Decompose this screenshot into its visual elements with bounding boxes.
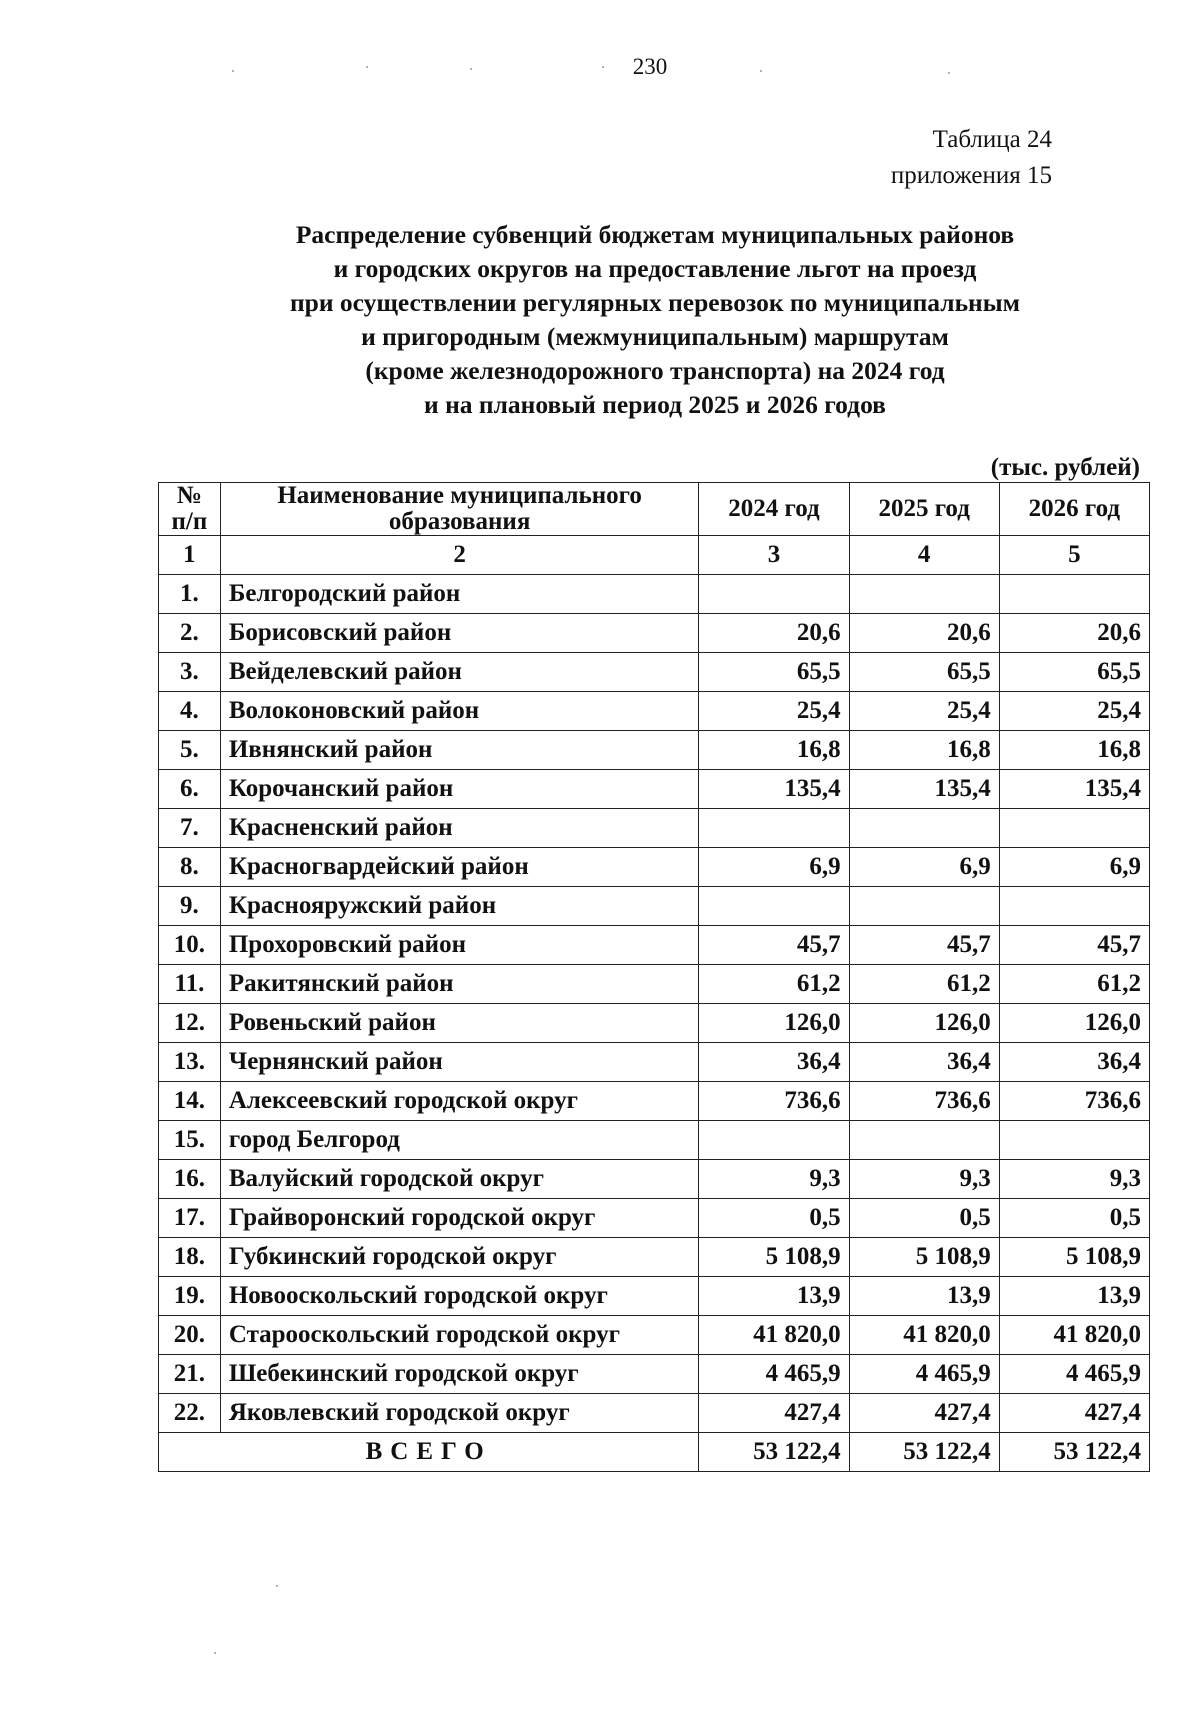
scan-speck bbox=[214, 1652, 216, 1654]
table-row bbox=[159, 926, 1150, 965]
row-municipality-name: Старооскольский городской округ bbox=[220, 1316, 699, 1355]
table-row bbox=[159, 1277, 1150, 1316]
row-value-2026: 13,9 bbox=[999, 1277, 1149, 1316]
row-value-2024: 20,6 bbox=[699, 614, 849, 653]
row-municipality-name: Алексеевский городской округ bbox=[220, 1082, 699, 1121]
row-number: 14. bbox=[159, 1082, 221, 1121]
row-value-2024 bbox=[699, 1121, 849, 1160]
row-number: 13. bbox=[159, 1043, 221, 1082]
total-row bbox=[159, 1433, 1150, 1472]
header-row bbox=[159, 483, 1150, 536]
row-value-2025: 61,2 bbox=[849, 965, 999, 1004]
row-value-2025 bbox=[849, 887, 999, 926]
row-value-2025: 45,7 bbox=[849, 926, 999, 965]
row-municipality-name: Ивнянский район bbox=[220, 731, 699, 770]
table-row bbox=[159, 1121, 1150, 1160]
row-value-2026: 0,5 bbox=[999, 1199, 1149, 1238]
row-value-2024 bbox=[699, 887, 849, 926]
row-municipality-name: Корочанский район bbox=[220, 770, 699, 809]
row-value-2024 bbox=[699, 809, 849, 848]
row-value-2025: 427,4 bbox=[849, 1394, 999, 1433]
table-row bbox=[159, 887, 1150, 926]
row-value-2026: 45,7 bbox=[999, 926, 1149, 965]
row-municipality-name: Краснояружский район bbox=[220, 887, 699, 926]
row-value-2025: 135,4 bbox=[849, 770, 999, 809]
row-value-2024: 13,9 bbox=[699, 1277, 849, 1316]
row-number: 11. bbox=[159, 965, 221, 1004]
row-value-2024: 65,5 bbox=[699, 653, 849, 692]
row-value-2026: 36,4 bbox=[999, 1043, 1149, 1082]
table-row bbox=[159, 965, 1150, 1004]
row-value-2025: 20,6 bbox=[849, 614, 999, 653]
scan-speck bbox=[232, 70, 234, 72]
page-number: 230 bbox=[632, 54, 668, 79]
units-label: (тыс. рублей) bbox=[990, 454, 1140, 481]
row-value-2024: 6,9 bbox=[699, 848, 849, 887]
row-value-2026 bbox=[999, 887, 1149, 926]
table-row bbox=[159, 1199, 1150, 1238]
table-row bbox=[159, 1238, 1150, 1277]
row-value-2026: 65,5 bbox=[999, 653, 1149, 692]
row-value-2024 bbox=[699, 575, 849, 614]
table-caption bbox=[891, 122, 1052, 194]
row-value-2026: 20,6 bbox=[999, 614, 1149, 653]
row-value-2026 bbox=[999, 809, 1149, 848]
column-number: 1 bbox=[159, 536, 221, 575]
scan-speck bbox=[470, 68, 472, 70]
column-number: 4 bbox=[849, 536, 999, 575]
row-value-2025: 65,5 bbox=[849, 653, 999, 692]
row-value-2024: 135,4 bbox=[699, 770, 849, 809]
row-municipality-name: Грайворонский городской округ bbox=[220, 1199, 699, 1238]
row-number: 2. bbox=[159, 614, 221, 653]
row-number: 1. bbox=[159, 575, 221, 614]
total-2026: 53 122,4 bbox=[999, 1433, 1149, 1472]
row-value-2025: 126,0 bbox=[849, 1004, 999, 1043]
row-value-2026: 16,8 bbox=[999, 731, 1149, 770]
table-row bbox=[159, 1394, 1150, 1433]
column-number: 2 bbox=[220, 536, 699, 575]
table-row bbox=[159, 1004, 1150, 1043]
total-label: ВСЕГО bbox=[159, 1433, 699, 1472]
row-number: 10. bbox=[159, 926, 221, 965]
header-2025: 2025 год bbox=[849, 483, 999, 536]
title-line: и на плановый период 2025 и 2026 годов bbox=[424, 390, 886, 419]
row-value-2024: 45,7 bbox=[699, 926, 849, 965]
header-number-sign: № bbox=[176, 482, 202, 509]
row-value-2025: 736,6 bbox=[849, 1082, 999, 1121]
row-municipality-name: Валуйский городской округ bbox=[220, 1160, 699, 1199]
row-municipality-name: Шебекинский городской округ bbox=[220, 1355, 699, 1394]
header-number-abbr: п/п bbox=[171, 508, 208, 535]
column-number: 5 bbox=[999, 536, 1149, 575]
column-number-row bbox=[159, 536, 1150, 575]
header-name-line-2: образования bbox=[388, 508, 531, 535]
header-2024: 2024 год bbox=[699, 483, 849, 536]
title-line: (кроме железнодорожного транспорта) на 2024 год bbox=[365, 356, 945, 385]
subsidy-table bbox=[158, 482, 1150, 1472]
row-number: 15. bbox=[159, 1121, 221, 1160]
title-line: при осуществлении регулярных перевозок по муниципальным bbox=[289, 288, 1021, 317]
row-value-2024: 427,4 bbox=[699, 1394, 849, 1433]
row-value-2024: 736,6 bbox=[699, 1082, 849, 1121]
row-value-2025: 9,3 bbox=[849, 1160, 999, 1199]
caption-line-1: Таблица 24 bbox=[932, 126, 1052, 153]
row-value-2025: 25,4 bbox=[849, 692, 999, 731]
row-municipality-name: Яковлевский городской округ bbox=[220, 1394, 699, 1433]
header-number bbox=[159, 483, 221, 536]
row-number: 17. bbox=[159, 1199, 221, 1238]
table-row bbox=[159, 848, 1150, 887]
row-value-2026: 4 465,9 bbox=[999, 1355, 1149, 1394]
scan-speck bbox=[602, 66, 604, 68]
header-2026: 2026 год bbox=[999, 483, 1149, 536]
row-value-2024: 0,5 bbox=[699, 1199, 849, 1238]
table-row bbox=[159, 614, 1150, 653]
row-municipality-name: Белгородский район bbox=[220, 575, 699, 614]
table-row bbox=[159, 692, 1150, 731]
row-number: 7. bbox=[159, 809, 221, 848]
row-municipality-name: Чернянский район bbox=[220, 1043, 699, 1082]
row-value-2024: 9,3 bbox=[699, 1160, 849, 1199]
row-value-2024: 61,2 bbox=[699, 965, 849, 1004]
row-value-2024: 25,4 bbox=[699, 692, 849, 731]
table-row bbox=[159, 1043, 1150, 1082]
row-value-2026: 9,3 bbox=[999, 1160, 1149, 1199]
row-value-2024: 41 820,0 bbox=[699, 1316, 849, 1355]
row-value-2025: 16,8 bbox=[849, 731, 999, 770]
row-value-2024: 4 465,9 bbox=[699, 1355, 849, 1394]
row-municipality-name: Новооскольский городской округ bbox=[220, 1277, 699, 1316]
total-2024: 53 122,4 bbox=[699, 1433, 849, 1472]
table-row bbox=[159, 809, 1150, 848]
table-row bbox=[159, 575, 1150, 614]
row-value-2026 bbox=[999, 575, 1149, 614]
row-number: 3. bbox=[159, 653, 221, 692]
row-value-2025: 5 108,9 bbox=[849, 1238, 999, 1277]
row-value-2026 bbox=[999, 1121, 1149, 1160]
row-value-2026: 736,6 bbox=[999, 1082, 1149, 1121]
scan-speck bbox=[276, 1585, 278, 1587]
row-value-2026: 427,4 bbox=[999, 1394, 1149, 1433]
scan-speck bbox=[760, 70, 762, 72]
row-municipality-name: Волоконовский район bbox=[220, 692, 699, 731]
header-name-line-1: Наименование муниципального bbox=[277, 482, 642, 509]
scan-speck bbox=[948, 72, 950, 74]
title-line: и городских округов на предоставление льгот на проезд bbox=[333, 254, 977, 283]
row-number: 18. bbox=[159, 1238, 221, 1277]
row-value-2025: 4 465,9 bbox=[849, 1355, 999, 1394]
row-value-2024: 5 108,9 bbox=[699, 1238, 849, 1277]
table-row bbox=[159, 1316, 1150, 1355]
row-number: 21. bbox=[159, 1355, 221, 1394]
row-value-2026: 41 820,0 bbox=[999, 1316, 1149, 1355]
row-number: 20. bbox=[159, 1316, 221, 1355]
title-line: и пригородным (межмуниципальным) маршрутам bbox=[361, 322, 949, 351]
row-value-2025 bbox=[849, 575, 999, 614]
row-value-2026: 61,2 bbox=[999, 965, 1149, 1004]
title-line: Распределение субвенций бюджетам муниципальных районов bbox=[295, 220, 1015, 249]
total-2025: 53 122,4 bbox=[849, 1433, 999, 1472]
row-value-2025: 41 820,0 bbox=[849, 1316, 999, 1355]
row-municipality-name: Ровеньский район bbox=[220, 1004, 699, 1043]
row-municipality-name: Прохоровский район bbox=[220, 926, 699, 965]
row-number: 19. bbox=[159, 1277, 221, 1316]
document-title bbox=[160, 218, 1150, 422]
row-municipality-name: Вейделевский район bbox=[220, 653, 699, 692]
row-value-2025 bbox=[849, 1121, 999, 1160]
table-body bbox=[159, 575, 1150, 1433]
row-value-2025: 6,9 bbox=[849, 848, 999, 887]
table-row bbox=[159, 653, 1150, 692]
row-value-2024: 36,4 bbox=[699, 1043, 849, 1082]
row-value-2026: 6,9 bbox=[999, 848, 1149, 887]
row-number: 22. bbox=[159, 1394, 221, 1433]
row-number: 8. bbox=[159, 848, 221, 887]
row-value-2024: 126,0 bbox=[699, 1004, 849, 1043]
row-municipality-name: Красненский район bbox=[220, 809, 699, 848]
row-municipality-name: Красногвардейский район bbox=[220, 848, 699, 887]
header-name bbox=[220, 483, 699, 536]
row-value-2026: 135,4 bbox=[999, 770, 1149, 809]
column-number: 3 bbox=[699, 536, 849, 575]
row-number: 9. bbox=[159, 887, 221, 926]
row-value-2026: 126,0 bbox=[999, 1004, 1149, 1043]
row-number: 5. bbox=[159, 731, 221, 770]
row-value-2024: 16,8 bbox=[699, 731, 849, 770]
row-number: 4. bbox=[159, 692, 221, 731]
row-number: 12. bbox=[159, 1004, 221, 1043]
row-value-2025: 0,5 bbox=[849, 1199, 999, 1238]
row-value-2025: 13,9 bbox=[849, 1277, 999, 1316]
table-row bbox=[159, 1082, 1150, 1121]
row-value-2026: 5 108,9 bbox=[999, 1238, 1149, 1277]
row-value-2025: 36,4 bbox=[849, 1043, 999, 1082]
row-municipality-name: Борисовский район bbox=[220, 614, 699, 653]
caption-line-2: приложения 15 bbox=[890, 162, 1052, 189]
row-value-2026: 25,4 bbox=[999, 692, 1149, 731]
table-row bbox=[159, 1160, 1150, 1199]
row-municipality-name: Ракитянский район bbox=[220, 965, 699, 1004]
table-row bbox=[159, 770, 1150, 809]
table-row bbox=[159, 731, 1150, 770]
row-municipality-name: Губкинский городской округ bbox=[220, 1238, 699, 1277]
row-number: 6. bbox=[159, 770, 221, 809]
row-number: 16. bbox=[159, 1160, 221, 1199]
table-row bbox=[159, 1355, 1150, 1394]
scan-speck bbox=[366, 66, 368, 68]
row-municipality-name: город Белгород bbox=[220, 1121, 699, 1160]
row-value-2025 bbox=[849, 809, 999, 848]
